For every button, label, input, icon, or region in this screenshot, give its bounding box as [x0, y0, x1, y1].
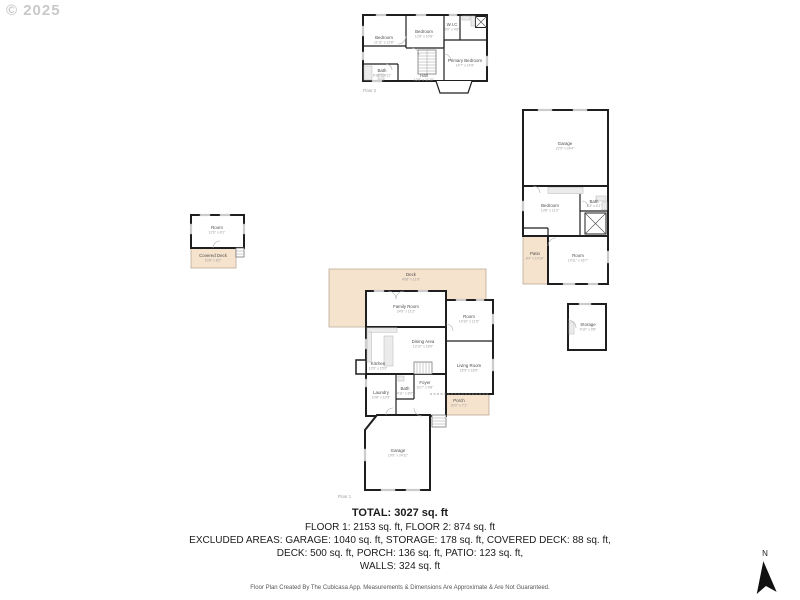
room-dims: 12'6" x 8'1"	[208, 230, 226, 235]
floor-areas-text: FLOOR 1: 2153 sq. ft, FLOOR 2: 874 sq. ft	[304, 522, 496, 533]
room-label: Dining Area	[411, 339, 435, 344]
room-dims: 22'9" x 24'4"	[555, 146, 575, 151]
room-label: Room	[463, 314, 475, 319]
room-label: Hall	[420, 73, 428, 78]
room-label: Bath	[589, 199, 599, 204]
floor2-plan-drawing	[356, 6, 510, 102]
room-label: Bedroom	[375, 35, 393, 40]
adu-plan-drawing	[518, 106, 612, 288]
room-dims: 8'10" x 4'11"	[372, 73, 392, 78]
storage-plan	[561, 300, 611, 354]
room-dims: 20'0" x 7'1"	[450, 403, 468, 408]
room-label: Bath	[377, 68, 387, 73]
room-label: Deck	[405, 272, 417, 277]
excluded-areas-text-2: DECK: 500 sq. ft, PORCH: 136 sq. ft, PATIO: 123 sq. ft,	[276, 548, 524, 559]
room-dims: 14'11" x 16'7"	[567, 258, 589, 263]
room-dims: 4'11" x 8'0"	[396, 391, 414, 396]
room-dims: 10'8" x 8'2"	[204, 258, 222, 263]
room-label: Garage	[390, 448, 406, 453]
room-label: Bedroom	[415, 29, 433, 34]
north-label: N	[762, 549, 768, 558]
room-dims: 24'9" x 11'2"	[396, 309, 416, 314]
room-dims: 8'3" x 5'1"	[586, 204, 602, 208]
area-summary	[0, 507, 800, 573]
room-label: Foyer	[419, 380, 431, 385]
room-label: Kitchen	[370, 361, 386, 366]
storage-plan-drawing	[561, 300, 611, 354]
copyright-watermark: © 2025	[6, 2, 61, 19]
room-label: Porch	[453, 398, 465, 403]
room-label: Living Room	[456, 363, 482, 368]
room-dims: 14'7" x 14'9"	[455, 63, 475, 68]
room-label: Patio	[529, 251, 541, 256]
floor2-label: Floor 2	[363, 88, 377, 93]
room-label: Room	[572, 253, 584, 258]
room-dims: 11'11" x 12'8"	[374, 40, 394, 45]
room-label: Bedroom	[541, 203, 559, 208]
room-label: Laundry	[373, 390, 389, 395]
room-dims: 19'9" x 24'11"	[387, 453, 409, 458]
excluded-areas-text-3: WALLS: 324 sq. ft	[359, 561, 441, 572]
room-dims: 14'10" x 11'9"	[458, 319, 480, 324]
floor1-label: Floor 1	[338, 494, 352, 499]
north-compass	[747, 545, 783, 597]
room-dims: 40'8" x 11'6"	[401, 277, 421, 282]
floor2-plan	[356, 6, 510, 102]
floor1-plan-drawing	[326, 264, 526, 500]
room-dims: 15'5" x 18'9"	[459, 368, 479, 373]
outbuilding-plan-drawing	[188, 212, 248, 270]
room-label: W.I.C	[446, 22, 458, 27]
total-area-text: TOTAL: 3027 sq. ft	[351, 507, 449, 519]
room-dims: 6'6" x 4'8"	[444, 27, 460, 32]
north-arrow-icon	[753, 560, 776, 594]
room-dims: 12'8" x 10'8"	[414, 34, 434, 39]
room-label: Room	[211, 225, 223, 230]
adu-plan	[518, 106, 612, 288]
room-label: Family Room	[393, 304, 419, 309]
disclaimer-text: Floor Plan Created By The Cubicasa App. Measurements & Dimensions Are Approximate & Are Not Guaranteed.	[250, 585, 550, 591]
room-dims: 13'8" x 11'2"	[540, 208, 560, 213]
room-dims: 13'10" x 18'9"	[412, 344, 434, 349]
room-label: Storage	[580, 322, 596, 327]
room-dims: 12'8" x 11'10"	[413, 77, 435, 82]
room-dims: 10'7" x 9'8"	[416, 385, 434, 390]
room-label: Bath	[400, 386, 410, 391]
room-dims: 9'10" x 9'8"	[579, 327, 597, 332]
room-label: Garage	[557, 141, 573, 146]
outbuilding-plan	[188, 212, 248, 270]
room-dims: 10'8" x 10'9"	[371, 395, 391, 400]
room-dims: 12'9" x 15'9"	[368, 366, 388, 371]
excluded-areas-text-1: EXCLUDED AREAS: GARAGE: 1040 sq. ft, STORAGE: 178 sq. ft, COVERED DECK: 88 sq. ft,	[189, 535, 611, 546]
room-label: Primary Bedroom	[447, 58, 483, 63]
floor1-plan	[326, 264, 526, 500]
room-label: Covered Deck	[199, 253, 227, 258]
room-dims: 8'4" x 14'10"	[525, 256, 545, 261]
